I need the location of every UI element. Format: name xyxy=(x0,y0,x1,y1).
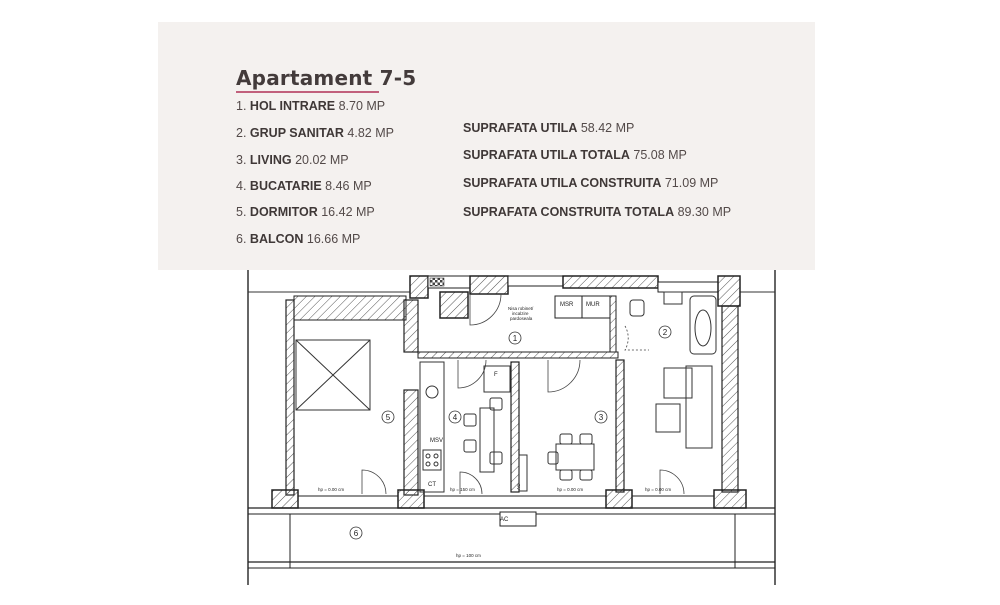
bathroom-fixtures xyxy=(630,292,716,354)
room-name: HOL INTRARE xyxy=(249,99,336,113)
balcony-outline xyxy=(248,496,775,568)
room-name: BUCATARIE xyxy=(249,179,322,193)
surface-area: 58.42 MP xyxy=(580,121,635,135)
dining-table xyxy=(519,434,594,491)
room-index: 2. xyxy=(236,126,247,140)
mur-label: MUR xyxy=(586,302,600,308)
room-index: 6. xyxy=(236,232,247,246)
room-number: 2 xyxy=(662,328,668,337)
surface-area: 89.30 MP xyxy=(677,205,732,219)
room-number: 3 xyxy=(598,413,604,422)
surface-name: SUPRAFATA UTILA TOTALA xyxy=(463,148,630,162)
room-area: 8.70 MP xyxy=(338,99,386,113)
room-index: 4. xyxy=(236,179,247,193)
room-name: GRUP SANITAR xyxy=(249,126,344,140)
surface-area: 71.09 MP xyxy=(664,176,719,190)
height-label: hp = 0.00 cm xyxy=(318,487,345,492)
room-number: 4 xyxy=(452,413,458,422)
height-label: hp = 150 cm xyxy=(450,487,475,492)
ct-label: CT xyxy=(428,482,436,488)
columns xyxy=(272,490,746,508)
room-number: 5 xyxy=(385,413,391,422)
room-index: 3. xyxy=(236,153,247,167)
msv-label: MSV xyxy=(430,438,444,444)
room-index: 1. xyxy=(236,99,247,113)
msr-label: MSR xyxy=(560,302,574,308)
nisa-label-line: incalzire xyxy=(512,311,529,316)
bed xyxy=(296,340,370,410)
surface-name: SUPRAFATA CONSTRUITA TOTALA xyxy=(463,205,675,219)
surface-name: SUPRAFATA UTILA CONSTRUITA xyxy=(463,176,662,190)
kitchen-table xyxy=(464,398,502,472)
room-area: 20.02 MP xyxy=(295,153,349,167)
room-name: LIVING xyxy=(249,153,292,167)
height-label: hp = 0.00 cm xyxy=(557,487,584,492)
room-index: 5. xyxy=(236,205,247,219)
ac-wall-label: AC xyxy=(516,483,521,490)
interior-walls xyxy=(286,296,738,495)
room-number: 6 xyxy=(353,529,359,538)
sofa xyxy=(656,366,712,448)
apartment-title: Apartament 7-5 xyxy=(236,66,417,90)
nisa-label-line: pardoseala xyxy=(510,316,533,321)
room-name: DORMITOR xyxy=(249,205,318,219)
room-area: 4.82 MP xyxy=(347,126,394,140)
room-area: 16.42 MP xyxy=(321,205,375,219)
ac-label: AC xyxy=(500,517,509,523)
room-area: 16.66 MP xyxy=(306,232,361,246)
height-label: hp = 0.00 cm xyxy=(645,487,672,492)
room-name: BALCON xyxy=(249,232,304,246)
f-label: F xyxy=(494,372,498,378)
room-area: 8.46 MP xyxy=(325,179,372,193)
surface-area: 75.08 MP xyxy=(633,148,687,162)
room-number: 1 xyxy=(512,334,518,343)
nisa-label-line: Nisa robinet/ xyxy=(508,306,534,311)
surface-name: SUPRAFATA UTILA xyxy=(463,121,578,135)
height-label: hp = 100 cm xyxy=(456,553,481,558)
wardrobe xyxy=(294,296,406,320)
